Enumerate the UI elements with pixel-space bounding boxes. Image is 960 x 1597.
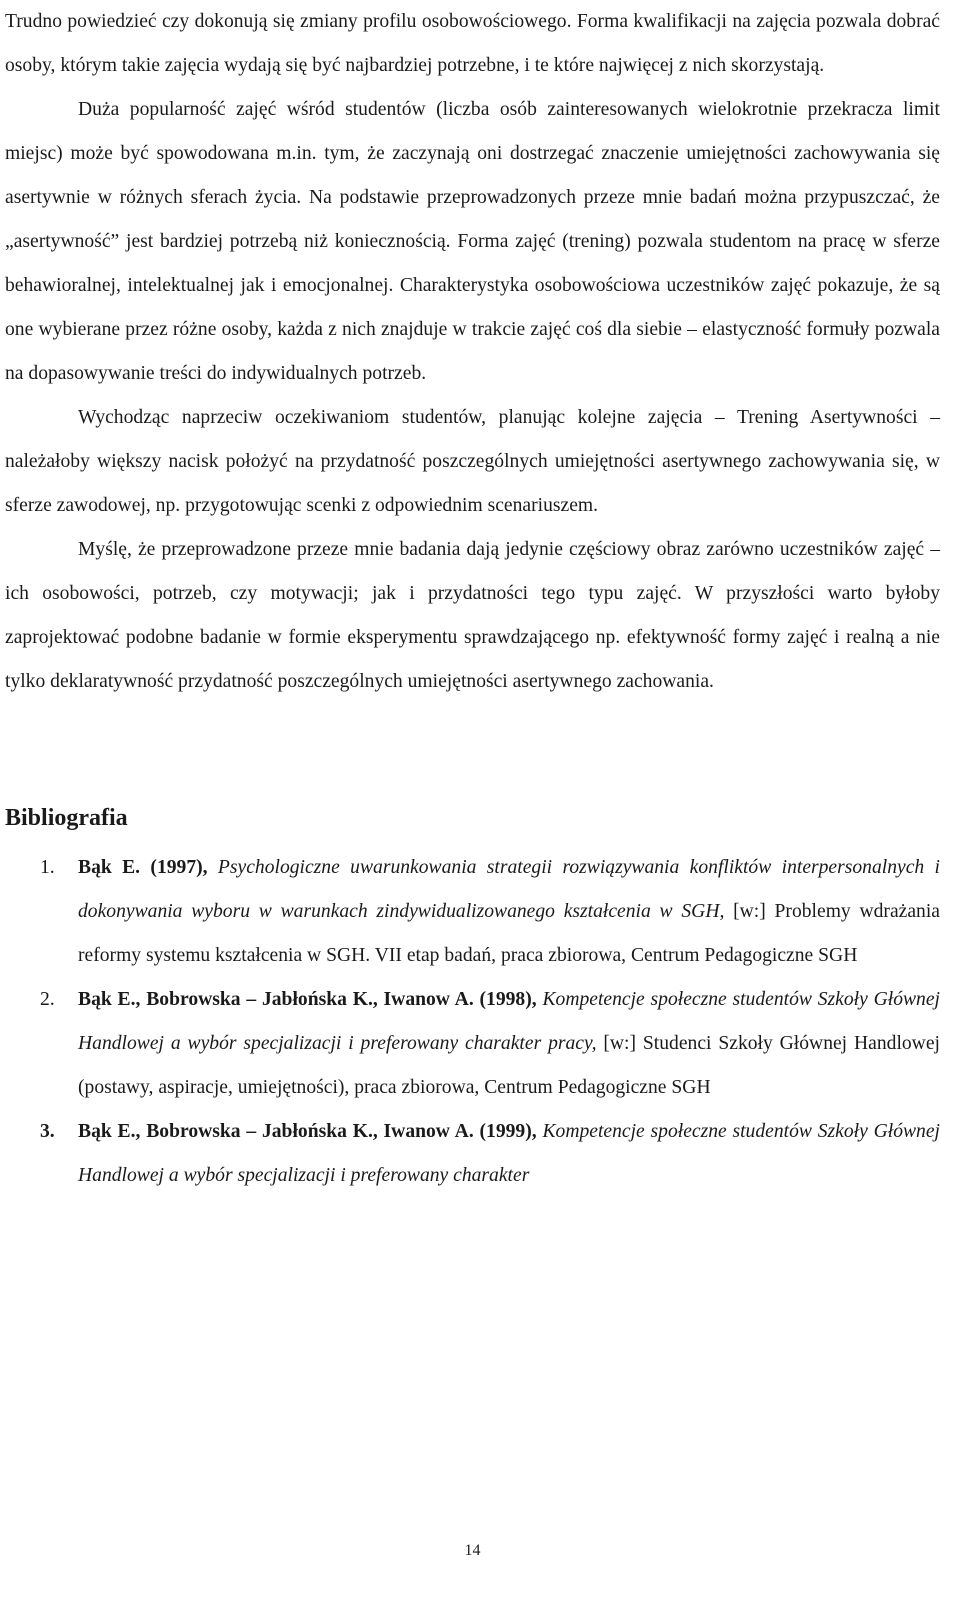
bibliography-item-authors: Bąk E., Bobrowska – Jabłońska K., Iwanow A. (1998), bbox=[78, 989, 537, 1010]
paragraph-4: Myślę, że przeprowadzone przeze mnie badania dają jedynie częściowy obraz zarówno uczestników zajęć – ich osobowości, potrzeb, czy motywacji; jak i przydatności tego typu zajęć. W przyszłości warto byłoby zaprojektować podobne badanie w formie eksperymentu sprawdzającego np. efektywność formy zajęć i realną a nie tylko deklaratywność przydatność poszczególnych umiejętności asertywnego zachowania. bbox=[5, 539, 940, 692]
bibliography-heading: Bibliografia bbox=[5, 805, 128, 831]
bibliography-item-title: Kompetencje społeczne studentów Szkoły Głównej Handlowej a wybór specjalizacji i preferowany charakter bbox=[78, 1121, 940, 1186]
bibliography-item-number: 3. bbox=[40, 1121, 55, 1142]
document-page bbox=[5, 0, 940, 1198]
bibliography-item-1 bbox=[5, 846, 940, 978]
page-number: 14 bbox=[464, 1542, 481, 1559]
paragraph-2: Duża popularność zajęć wśród studentów (liczba osób zainteresowanych wielokrotnie przekracza limit miejsc) może być spowodowana m.in. tym, że zaczynają oni dostrzegać znaczenie umiejętności zachowywania się asertywnie w różnych sferach życia. Na podstawie przeprowadzonych przeze mnie badań można przypuszczać, że „asertywność” jest bardziej potrzebą niż koniecznością. Forma zajęć (trening) pozwala studentom na pracę w sferze behawioralnej, intelektualnej jak i emocjonalnej. Charakterystyka osobowościowa uczestników zajęć pokazuje, że są one wybierane przez różne osoby, każda z nich znajduje w trakcie zajęć coś dla siebie – elastyczność formuły pozwala na dopasowywanie treści do indywidualnych potrzeb. bbox=[5, 99, 940, 384]
bibliography-item-source: [w:] Studenci Szkoły Głównej Handlowej (postawy, aspiracje, umiejętności), praca zbiorowa, Centrum Pedagogiczne SGH bbox=[78, 1033, 940, 1098]
bibliography-item-title: Psychologiczne uwarunkowania strategii rozwiązywania konfliktów interpersonalnych i dokonywania wyboru w warunkach zindywidualizowanego kształcenia w SGH, bbox=[78, 857, 940, 922]
bibliography-item-number: 2. bbox=[40, 989, 55, 1010]
paragraph-1: Trudno powiedzieć czy dokonują się zmiany profilu osobowościowego. Forma kwalifikacji na zajęcia pozwala dobrać osoby, którym takie zajęcia wydają się być najbardziej potrzebne, i te które najwięcej z nich skorzystają. bbox=[5, 11, 940, 76]
bibliography-item-title: Kompetencje społeczne studentów Szkoły Głównej Handlowej a wybór specjalizacji i preferowany charakter pracy, bbox=[78, 989, 940, 1054]
bibliography-item-authors: Bąk E. (1997), bbox=[78, 857, 208, 878]
bibliography-item-authors: Bąk E., Bobrowska – Jabłońska K., Iwanow A. (1999), bbox=[78, 1121, 537, 1142]
bibliography-list bbox=[5, 846, 940, 1198]
bibliography-item-source: [w:] Problemy wdrażania reformy systemu kształcenia w SGH. VII etap badań, praca zbiorowa, Centrum Pedagogiczne SGH bbox=[78, 901, 940, 966]
bibliography-item-2 bbox=[5, 978, 940, 1110]
paragraph-3: Wychodząc naprzeciw oczekiwaniom studentów, planując kolejne zajęcia – Trening Asertywności – należałoby większy nacisk położyć na przydatność poszczególnych umiejętności asertywnego zachowywania się, w sferze zawodowej, np. przygotowując scenki z odpowiednim scenariuszem. bbox=[5, 407, 940, 516]
bibliography-item-number: 1. bbox=[40, 857, 55, 878]
bibliography-item-3 bbox=[5, 1110, 940, 1198]
